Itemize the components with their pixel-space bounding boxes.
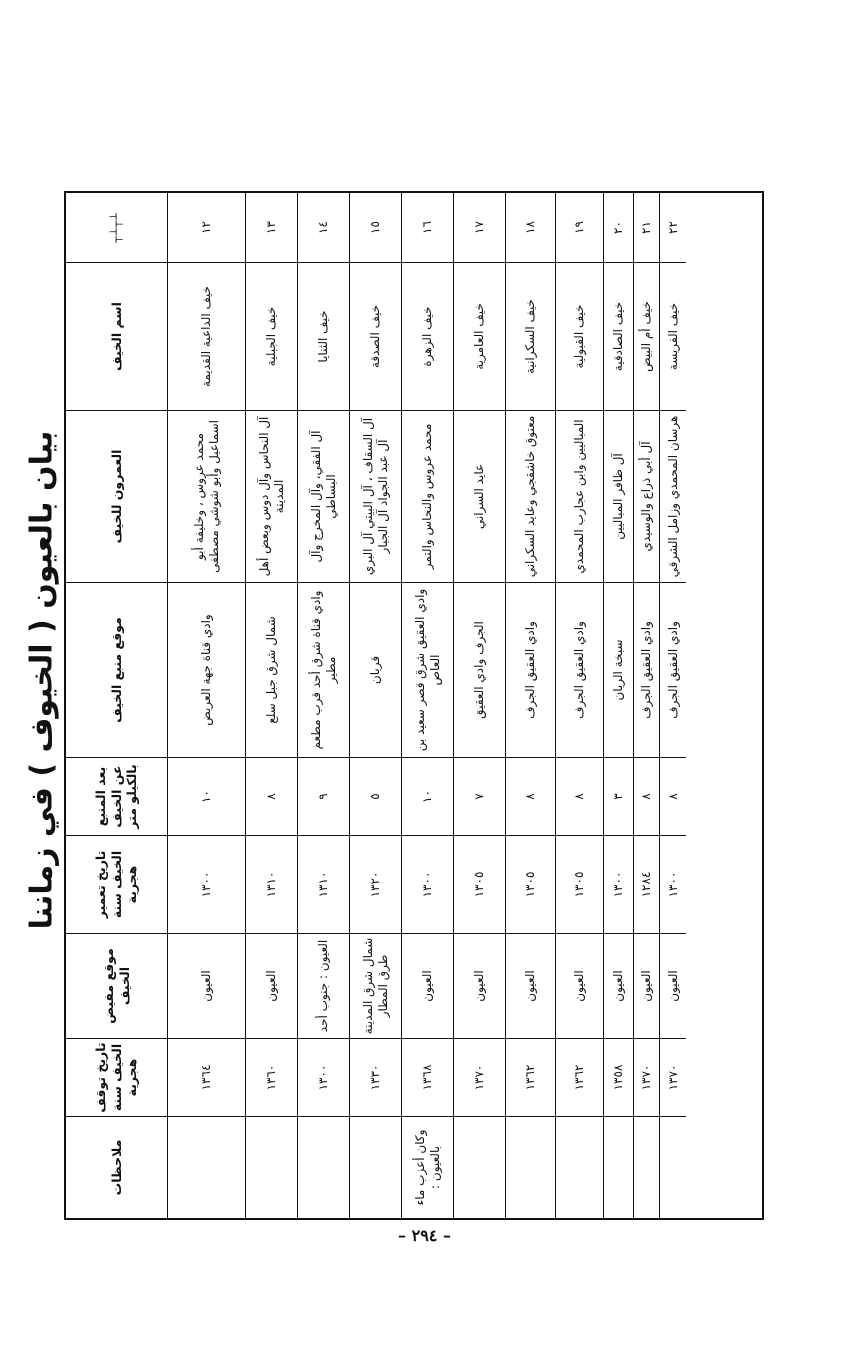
table-body (168, 193, 762, 1218)
row-notes (246, 1117, 297, 1218)
row-mouth: العيون (246, 934, 297, 1039)
header-notes: ملاحظات (108, 1139, 124, 1196)
row-source: سبخة الريان (604, 583, 633, 758)
row-number: ١٥ (350, 193, 401, 263)
row-owner: آل الفقي، وآل المخرج وآل البساطي (298, 411, 349, 583)
table-row (402, 193, 454, 1218)
row-owner: معتوق خاشقجي وعايد السكراني (506, 411, 555, 583)
table-row (246, 193, 298, 1218)
row-built-year: ١٣٠٠ (402, 836, 453, 934)
row-mouth: العيون (168, 934, 245, 1039)
row-owner: هرسان المحمدي وزامل الشرقي (660, 411, 686, 583)
row-stop-year: ١٣٥٨ (604, 1039, 633, 1117)
row-notes (660, 1117, 686, 1218)
row-number: ١٩ (556, 193, 603, 263)
row-built-year: ١٣٢٠ (350, 836, 401, 934)
row-source: الجرف وادي العقيق (454, 583, 505, 758)
row-notes (168, 1117, 245, 1218)
springs-table (64, 191, 764, 1220)
row-stop-year: ١٣٦٨ (402, 1039, 453, 1117)
row-name: خيف الصدقة (350, 263, 401, 411)
row-distance: ٨ (634, 758, 659, 836)
row-source: وادي العقيق الجرف (556, 583, 603, 758)
row-owner: عايد السراني (454, 411, 505, 583)
row-number: ١٤ (298, 193, 349, 263)
row-distance: ٨ (246, 758, 297, 836)
page-title-container (12, 400, 72, 960)
row-source: قربان (350, 583, 401, 758)
page-title: بيان بالعيون ( الخيوف ) في زماننا (24, 430, 60, 930)
row-source: وادي العقيق الجرف (660, 583, 686, 758)
row-owner: محمد عروس ، وخليفة أبو اسماعيل وأبو شوشي مصطفى (168, 411, 245, 583)
row-built-year: ١٣٠٠ (168, 836, 245, 934)
header-number (66, 193, 167, 263)
row-notes (556, 1117, 603, 1218)
row-notes (634, 1117, 659, 1218)
row-notes (350, 1117, 401, 1218)
row-notes: وكان أعزب ماء بالعيون : (412, 1129, 442, 1206)
table-row (298, 193, 350, 1218)
row-source: وادي قناة جهة العريض (168, 583, 245, 758)
header-mouth: موقع مفيض الخيف (66, 934, 167, 1039)
column-number-icon: ┴┬┴┬ (109, 212, 123, 243)
row-notes (604, 1117, 633, 1218)
row-mouth: العيون : جنوب أحد (298, 934, 349, 1039)
row-name: خيف الصادقية (604, 263, 633, 411)
row-mouth: العيون (556, 934, 603, 1039)
row-notes (506, 1117, 555, 1218)
row-number: ٢٠ (604, 193, 633, 263)
row-owner: المباليين وابن عجارب المحمدي (556, 411, 603, 583)
row-distance: ٥ (350, 758, 401, 836)
table-rotated-container (64, 191, 764, 1220)
row-name: خيف الفريسة (660, 263, 686, 411)
row-stop-year: ١٣٦٤ (168, 1039, 245, 1117)
row-stop-year: ١٣٦٠ (246, 1039, 297, 1117)
row-owner: آل السقاف ، آل البيتي آل البري آل عبد الجواد آل الجبار (350, 411, 401, 583)
row-source: شمال شرق جبل سلع (246, 583, 297, 758)
row-distance: ٨ (506, 758, 555, 836)
row-mouth: العيون (402, 934, 453, 1039)
row-mouth: العيون (506, 934, 555, 1039)
table-row (506, 193, 556, 1218)
row-name: خيف الزهرة (402, 263, 453, 411)
row-number: ٢١ (634, 193, 659, 263)
row-number: ٢٢ (660, 193, 686, 263)
row-owner: آل النحاس وآل دوس وبعض أهل المدينة (246, 411, 297, 583)
row-built-year: ١٣١٠ (298, 836, 349, 934)
table-row (350, 193, 402, 1218)
row-number: ١٣ (246, 193, 297, 263)
row-stop-year: ١٣٧٠ (454, 1039, 505, 1117)
row-owner: آل ظافر المباليين (604, 411, 633, 583)
row-distance: ٩ (298, 758, 349, 836)
header-name: اسم الخيف (66, 263, 167, 411)
row-mouth: العيون (604, 934, 633, 1039)
row-distance: ١٠ (402, 758, 453, 836)
row-distance: ١٠ (168, 758, 245, 836)
row-built-year: ١٣٠٥ (556, 836, 603, 934)
row-number: ١٧ (454, 193, 505, 263)
row-distance: ٧ (454, 758, 505, 836)
row-name: خيف الداعية القديمة (168, 263, 245, 411)
row-notes (454, 1117, 505, 1218)
row-number: ١٦ (402, 193, 453, 263)
row-number: ١٨ (506, 193, 555, 263)
row-distance: ٣ (604, 758, 633, 836)
row-built-year: ١٣١٠ (246, 836, 297, 934)
row-name: خيف السكرانية (506, 263, 555, 411)
header-built-year: تاريخ تعمير الخيف سنة هجرية (66, 836, 167, 934)
row-distance: ٨ (660, 758, 686, 836)
header-distance: بعد المنبع عن الخيف بالكيلو متر (66, 758, 167, 836)
row-stop-year: ١٣٦٢ (556, 1039, 603, 1117)
row-built-year: ١٢٨٤ (634, 836, 659, 934)
row-name: خيف الثنايا (298, 263, 349, 411)
table-row (604, 193, 634, 1218)
row-stop-year: ١٣٠٠ (298, 1039, 349, 1117)
row-mouth: العيون (454, 934, 505, 1039)
row-owner: آل أبي ذراع والوسيدي (634, 411, 659, 583)
row-source: وادي قناة شرق أحد قرب مطعم مطير (298, 583, 349, 758)
header-source: موقع منبع الخيف (66, 583, 167, 758)
page-number: – ٢٩٤ – (398, 1226, 451, 1245)
row-distance: ٨ (556, 758, 603, 836)
table-row (556, 193, 604, 1218)
row-stop-year: ١٣٧٠ (634, 1039, 659, 1117)
row-built-year: ١٣٠٠ (604, 836, 633, 934)
row-stop-year: ١٣٦٢ (506, 1039, 555, 1117)
row-stop-year: ١٣٧٠ (660, 1039, 686, 1117)
row-owner: محمد عروس والنحاس والتمر (402, 411, 453, 583)
row-stop-year: ١٣٣٠ (350, 1039, 401, 1117)
header-owner: العمرون للخيف (66, 411, 167, 583)
row-notes (298, 1117, 349, 1218)
row-mouth: العيون (634, 934, 659, 1039)
row-name: خيف الجبلية (246, 263, 297, 411)
row-name: خيف أم البيض (634, 263, 659, 411)
table-row (168, 193, 246, 1218)
row-source: وادي العقيق الجرف (634, 583, 659, 758)
row-built-year: ١٣٠٥ (506, 836, 555, 934)
row-mouth: العيون (660, 934, 686, 1039)
table-row (634, 193, 660, 1218)
row-number: ١٢ (168, 193, 245, 263)
row-built-year: ١٣٠٥ (454, 836, 505, 934)
row-source: وادي العقيق شرق قصر سعيد بن العاص (402, 583, 453, 758)
row-name: خيف العامرية (454, 263, 505, 411)
row-source: وادي العقيق الجرف (506, 583, 555, 758)
table-row (454, 193, 506, 1218)
table-row (660, 193, 686, 1218)
header-stop-year: تاريخ توقف الخيف سنة هجرية (66, 1039, 167, 1117)
row-mouth: شمال شرق المدينة طرق المطار (350, 934, 401, 1039)
table-header-row (66, 193, 168, 1218)
row-name: خيف القبولية (556, 263, 603, 411)
row-built-year: ١٣٠٠ (660, 836, 686, 934)
